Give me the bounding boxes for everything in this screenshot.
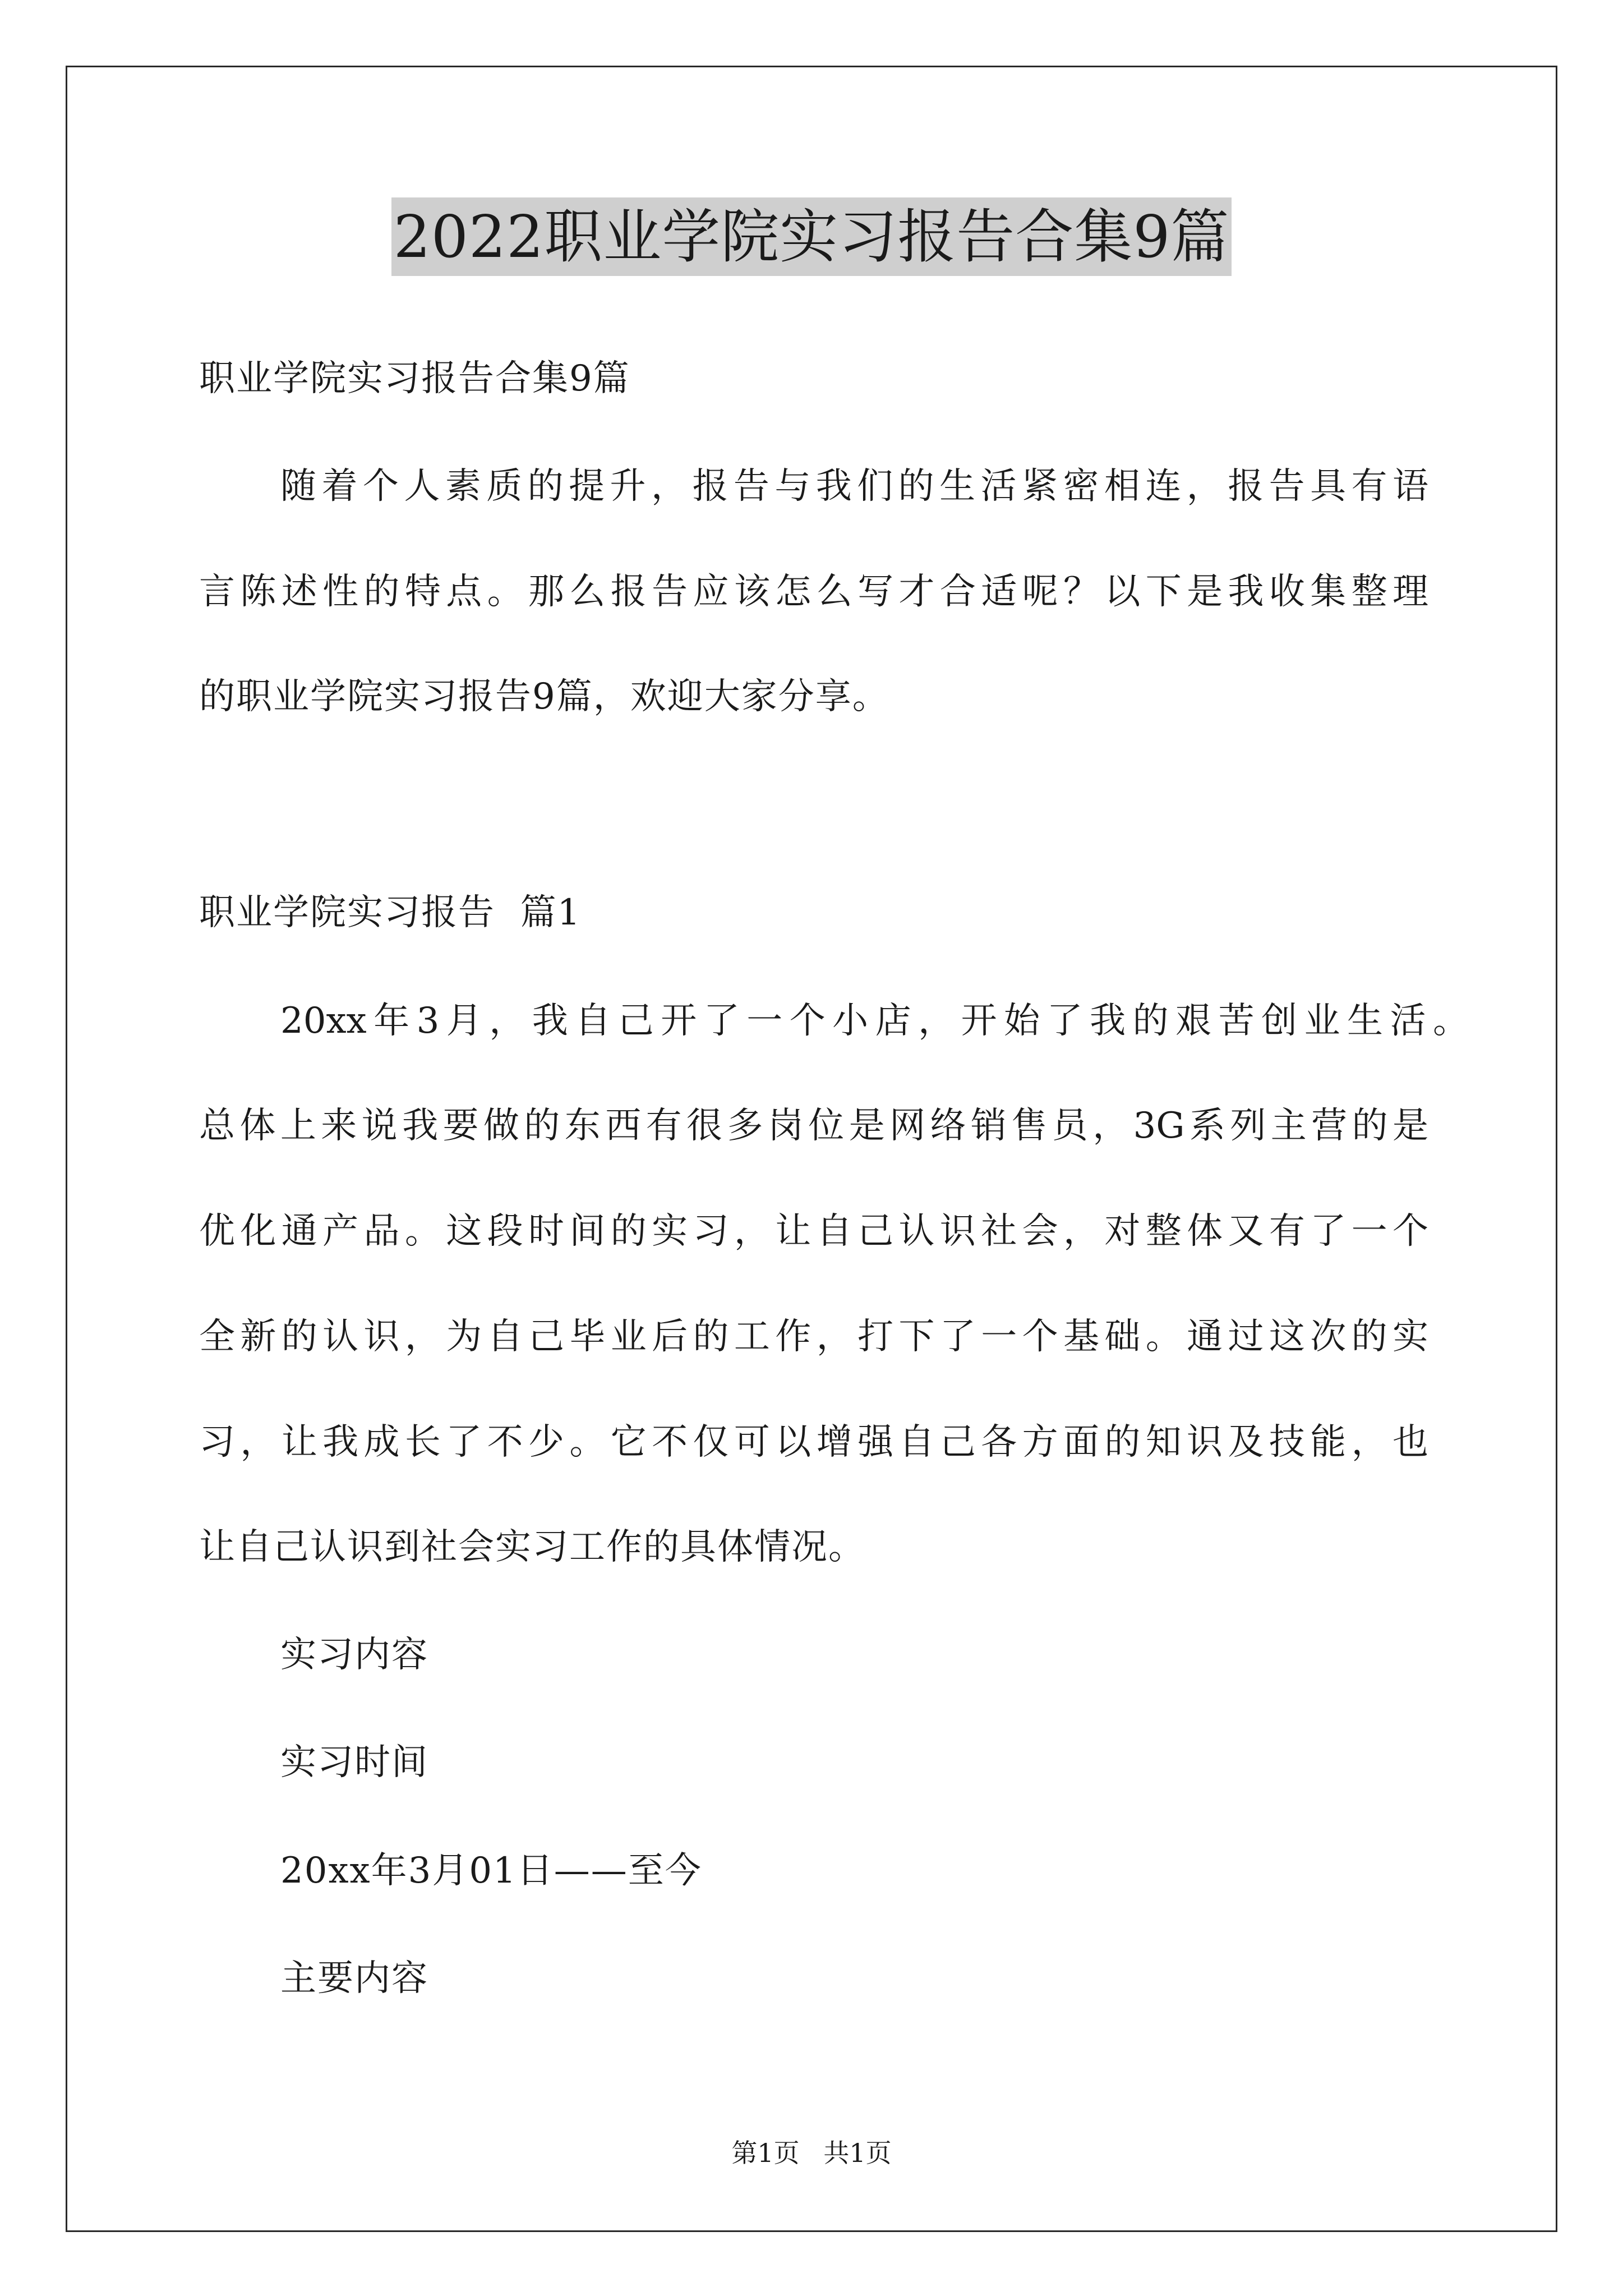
item-main-content: 主要内容 — [280, 1958, 428, 1999]
item-internship-date: 20xx年3月01日——至今 — [280, 1850, 702, 1892]
page-number-current: 第1页 — [731, 2138, 800, 2168]
item-internship-content: 实习内容 — [280, 1634, 428, 1676]
item-internship-time: 实习时间 — [280, 1742, 428, 1783]
intro-line-2: 言陈述性的特点。那么报告应该怎么写才合适呢？以下是我收集整理 — [199, 571, 1428, 613]
intro-line-3: 的职业学院实习报告9篇，欢迎大家分享。 — [199, 676, 889, 717]
title-container — [0, 197, 1623, 276]
section-line-6: 让自己认识到社会实习工作的具体情况。 — [199, 1526, 865, 1568]
section-line-5: 习，让我成长了不少。它不仅可以增强自己各方面的知识及技能，也 — [199, 1421, 1428, 1463]
page-number-total: 共1页 — [823, 2138, 892, 2168]
intro-line-1: 随着个人素质的提升，报告与我们的生活紧密相连，报告具有语 — [280, 466, 1428, 507]
section-heading: 职业学院实习报告 篇1 — [199, 892, 582, 933]
section-line-2: 总体上来说我要做的东西有很多岗位是网络销售员，3G系列主营的是 — [199, 1105, 1428, 1147]
document-title: 2022职业学院实习报告合集9篇 — [391, 197, 1232, 276]
page-footer — [0, 2136, 1623, 2170]
section-line-1: 20xx年3月，我自己开了一个小店，开始了我的艰苦创业生活。 — [280, 1000, 1469, 1042]
section-line-3: 优化通产品。这段时间的实习，让自己认识社会，对整体又有了一个 — [199, 1211, 1428, 1252]
document-subtitle: 职业学院实习报告合集9篇 — [199, 358, 630, 399]
section-line-4: 全新的认识，为自己毕业后的工作，打下了一个基础。通过这次的实 — [199, 1316, 1428, 1358]
